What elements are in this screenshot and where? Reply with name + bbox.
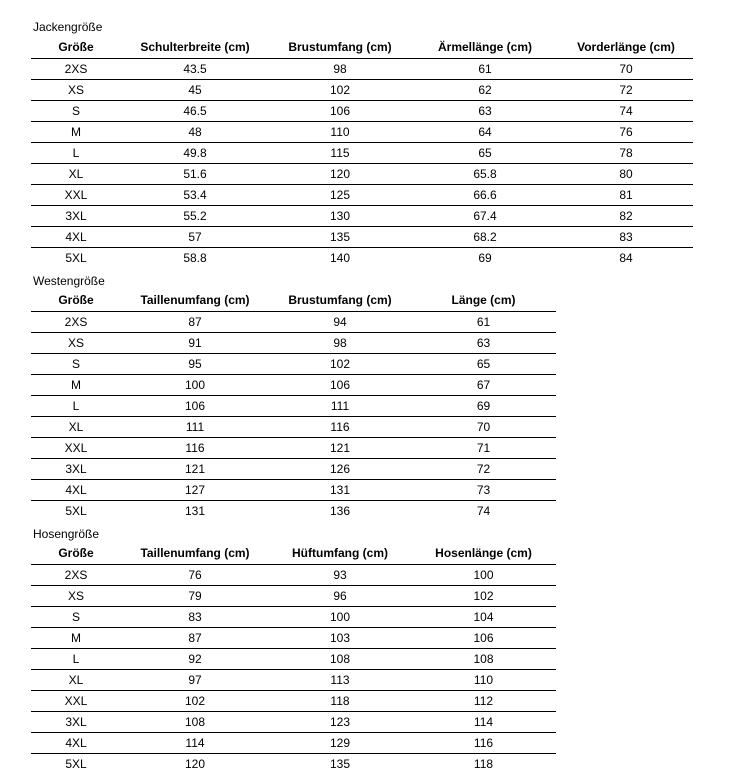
jacket-measure-cell: 102	[269, 80, 411, 101]
jacket-size-cell: 5XL	[65, 251, 87, 265]
vest-table-row	[31, 312, 556, 333]
jacket-table-row	[31, 101, 693, 122]
pants-measure-cell: 108	[121, 712, 269, 733]
vest-measure-cell: 91	[121, 333, 269, 354]
pants-column-header: Hüftumfang (cm)	[269, 542, 411, 565]
jacket-measure-cell: 80	[559, 164, 693, 185]
pants-table-row	[31, 565, 556, 586]
vest-measure-cell: 63	[411, 333, 556, 354]
jacket-measure-cell: 68.2	[411, 227, 559, 248]
pants-measure-cell: 135	[329, 757, 351, 771]
pants-header-row	[31, 542, 556, 565]
jacket-size-cell: XS	[31, 80, 121, 101]
vest-header-row	[31, 289, 556, 312]
vest-measure-cell: 73	[411, 480, 556, 501]
jacket-measure-cell: 130	[269, 206, 411, 227]
vest-measure-cell: 102	[269, 354, 411, 375]
pants-measure-cell: 108	[269, 649, 411, 670]
jacket-measure-cell: 55.2	[121, 206, 269, 227]
vest-measure-cell: 121	[121, 459, 269, 480]
vest-measure-cell: 100	[121, 375, 269, 396]
jacket-size-cell: M	[31, 122, 121, 143]
vest-table-row	[31, 396, 556, 417]
pants-table-row	[31, 586, 556, 607]
vest-table-row	[31, 333, 556, 354]
jacket-table-row	[31, 122, 693, 143]
vest-size-cell: 4XL	[31, 480, 121, 501]
pants-measure-cell: 106	[411, 628, 556, 649]
pants-size-cell: 2XS	[31, 565, 121, 586]
jacket-size-cell: 4XL	[31, 227, 121, 248]
vest-measure-cell: 65	[411, 354, 556, 375]
jacket-table-row	[31, 164, 693, 185]
pants-size-cell: XS	[31, 586, 121, 607]
vest-measure-cell: 87	[121, 312, 269, 333]
pants-measure-cell: 104	[411, 607, 556, 628]
vest-measure-cell: 121	[269, 438, 411, 459]
vest-size-cell: S	[31, 354, 121, 375]
jacket-measure-cell: 51.6	[121, 164, 269, 185]
vest-table-row	[31, 501, 556, 522]
pants-measure-cell: 123	[269, 712, 411, 733]
vest-measure-cell: 131	[184, 504, 206, 518]
vest-measure-cell: 106	[269, 375, 411, 396]
jacket-measure-cell: 83	[559, 227, 693, 248]
vest-measure-cell: 136	[329, 504, 351, 518]
pants-measure-cell: 114	[121, 733, 269, 754]
vest-measure-cell: 74	[476, 504, 491, 518]
jacket-size-title: Jackengröße	[33, 20, 103, 34]
jacket-size-cell: S	[31, 101, 121, 122]
vest-measure-cell: 116	[121, 438, 269, 459]
jacket-measure-cell: 48	[121, 122, 269, 143]
jacket-size-table	[31, 36, 693, 268]
jacket-column-header: Vorderlänge (cm)	[559, 36, 693, 59]
jacket-table-row	[31, 206, 693, 227]
pants-table-row	[31, 691, 556, 712]
vest-measure-cell: 98	[269, 333, 411, 354]
vest-measure-cell: 71	[411, 438, 556, 459]
pants-measure-cell: 110	[411, 670, 556, 691]
pants-table-row	[31, 733, 556, 754]
jacket-measure-cell: 78	[559, 143, 693, 164]
vest-table-row	[31, 438, 556, 459]
pants-measure-cell: 93	[269, 565, 411, 586]
vest-size-cell: XXL	[31, 438, 121, 459]
pants-measure-cell: 113	[269, 670, 411, 691]
vest-size-cell: 3XL	[31, 459, 121, 480]
jacket-table-row	[31, 59, 693, 80]
pants-measure-cell: 83	[121, 607, 269, 628]
vest-column-header: Taillenumfang (cm)	[121, 289, 269, 312]
jacket-measure-cell: 62	[411, 80, 559, 101]
vest-size-table	[31, 289, 556, 521]
pants-measure-cell: 120	[184, 757, 206, 771]
vest-measure-cell: 127	[121, 480, 269, 501]
jacket-measure-cell: 98	[269, 59, 411, 80]
pants-size-cell: S	[31, 607, 121, 628]
jacket-column-header: Schulterbreite (cm)	[121, 36, 269, 59]
jacket-measure-cell: 140	[329, 251, 351, 265]
jacket-measure-cell: 125	[269, 185, 411, 206]
jacket-measure-cell: 65.8	[411, 164, 559, 185]
jacket-measure-cell: 49.8	[121, 143, 269, 164]
vest-table-row	[31, 459, 556, 480]
pants-measure-cell: 129	[269, 733, 411, 754]
pants-size-cell: L	[31, 649, 121, 670]
vest-measure-cell: 111	[121, 417, 269, 438]
vest-measure-cell: 131	[269, 480, 411, 501]
vest-size-cell: XL	[31, 417, 121, 438]
vest-measure-cell: 94	[269, 312, 411, 333]
pants-size-title: Hosengröße	[33, 527, 100, 541]
pants-measure-cell: 102	[411, 586, 556, 607]
vest-column-header: Länge (cm)	[411, 289, 556, 312]
jacket-table-row	[31, 248, 693, 269]
pants-measure-cell: 118	[473, 757, 494, 771]
jacket-header-row	[31, 36, 693, 59]
pants-measure-cell: 97	[121, 670, 269, 691]
vest-size-cell: XS	[31, 333, 121, 354]
jacket-size-cell: XL	[31, 164, 121, 185]
pants-size-cell: XL	[31, 670, 121, 691]
pants-table-row	[31, 649, 556, 670]
pants-size-cell: M	[31, 628, 121, 649]
vest-measure-cell: 70	[411, 417, 556, 438]
pants-column-header: Taillenumfang (cm)	[121, 542, 269, 565]
pants-measure-cell: 102	[121, 691, 269, 712]
jacket-table-row	[31, 143, 693, 164]
jacket-table-row	[31, 185, 693, 206]
jacket-measure-cell: 57	[121, 227, 269, 248]
jacket-measure-cell: 72	[559, 80, 693, 101]
vest-table-row	[31, 354, 556, 375]
jacket-table-row	[31, 80, 693, 101]
pants-size-cell: 5XL	[65, 757, 87, 771]
pants-measure-cell: 100	[269, 607, 411, 628]
pants-column-header: Größe	[31, 542, 121, 565]
jacket-measure-cell: 67.4	[411, 206, 559, 227]
vest-measure-cell: 95	[121, 354, 269, 375]
jacket-measure-cell: 76	[559, 122, 693, 143]
jacket-measure-cell: 43.5	[121, 59, 269, 80]
jacket-measure-cell: 58.8	[183, 251, 207, 265]
jacket-column-header: Ärmellänge (cm)	[411, 36, 559, 59]
pants-measure-cell: 112	[411, 691, 556, 712]
pants-measure-cell: 79	[121, 586, 269, 607]
jacket-size-cell: 2XS	[31, 59, 121, 80]
jacket-measure-cell: 135	[269, 227, 411, 248]
pants-measure-cell: 92	[121, 649, 269, 670]
pants-measure-cell: 118	[269, 691, 411, 712]
jacket-size-cell: XXL	[31, 185, 121, 206]
jacket-measure-cell: 61	[411, 59, 559, 80]
jacket-measure-cell: 65	[411, 143, 559, 164]
vest-measure-cell: 106	[121, 396, 269, 417]
jacket-measure-cell: 53.4	[121, 185, 269, 206]
jacket-measure-cell: 46.5	[121, 101, 269, 122]
pants-table-row	[31, 712, 556, 733]
jacket-measure-cell: 82	[559, 206, 693, 227]
jacket-column-header: Größe	[31, 36, 121, 59]
jacket-measure-cell: 69	[478, 251, 492, 265]
jacket-size-cell: L	[31, 143, 121, 164]
pants-table-row	[31, 607, 556, 628]
vest-measure-cell: 67	[411, 375, 556, 396]
jacket-size-cell: 3XL	[31, 206, 121, 227]
pants-size-cell: XXL	[31, 691, 121, 712]
jacket-measure-cell: 63	[411, 101, 559, 122]
pants-size-cell: 4XL	[31, 733, 121, 754]
vest-table-row	[31, 375, 556, 396]
jacket-measure-cell: 120	[269, 164, 411, 185]
vest-size-cell: 2XS	[31, 312, 121, 333]
jacket-column-header: Brustumfang (cm)	[269, 36, 411, 59]
vest-column-header: Größe	[31, 289, 121, 312]
pants-measure-cell: 108	[411, 649, 556, 670]
jacket-measure-cell: 70	[559, 59, 693, 80]
vest-measure-cell: 126	[269, 459, 411, 480]
jacket-measure-cell: 64	[411, 122, 559, 143]
vest-size-cell: 5XL	[65, 504, 87, 518]
pants-measure-cell: 100	[411, 565, 556, 586]
vest-measure-cell: 69	[411, 396, 556, 417]
pants-column-header: Hosenlänge (cm)	[411, 542, 556, 565]
vest-measure-cell: 111	[269, 396, 411, 417]
pants-table-row	[31, 628, 556, 649]
jacket-measure-cell: 74	[559, 101, 693, 122]
jacket-measure-cell: 106	[269, 101, 411, 122]
pants-table-row	[31, 670, 556, 691]
pants-size-table	[31, 542, 556, 774]
pants-measure-cell: 87	[121, 628, 269, 649]
pants-table-row	[31, 754, 556, 775]
pants-measure-cell: 76	[121, 565, 269, 586]
pants-measure-cell: 96	[269, 586, 411, 607]
vest-size-cell: L	[31, 396, 121, 417]
jacket-measure-cell: 115	[269, 143, 411, 164]
jacket-measure-cell: 81	[559, 185, 693, 206]
vest-size-title: Westengröße	[33, 274, 105, 288]
vest-column-header: Brustumfang (cm)	[269, 289, 411, 312]
vest-table-row	[31, 417, 556, 438]
jacket-measure-cell: 66.6	[411, 185, 559, 206]
pants-size-cell: 3XL	[31, 712, 121, 733]
vest-measure-cell: 61	[411, 312, 556, 333]
vest-table-row	[31, 480, 556, 501]
vest-measure-cell: 116	[269, 417, 411, 438]
pants-measure-cell: 116	[411, 733, 556, 754]
vest-size-cell: M	[31, 375, 121, 396]
jacket-measure-cell: 45	[121, 80, 269, 101]
pants-measure-cell: 114	[411, 712, 556, 733]
vest-measure-cell: 72	[411, 459, 556, 480]
jacket-measure-cell: 110	[269, 122, 411, 143]
jacket-table-row	[31, 227, 693, 248]
pants-measure-cell: 103	[269, 628, 411, 649]
jacket-measure-cell: 84	[619, 251, 633, 265]
